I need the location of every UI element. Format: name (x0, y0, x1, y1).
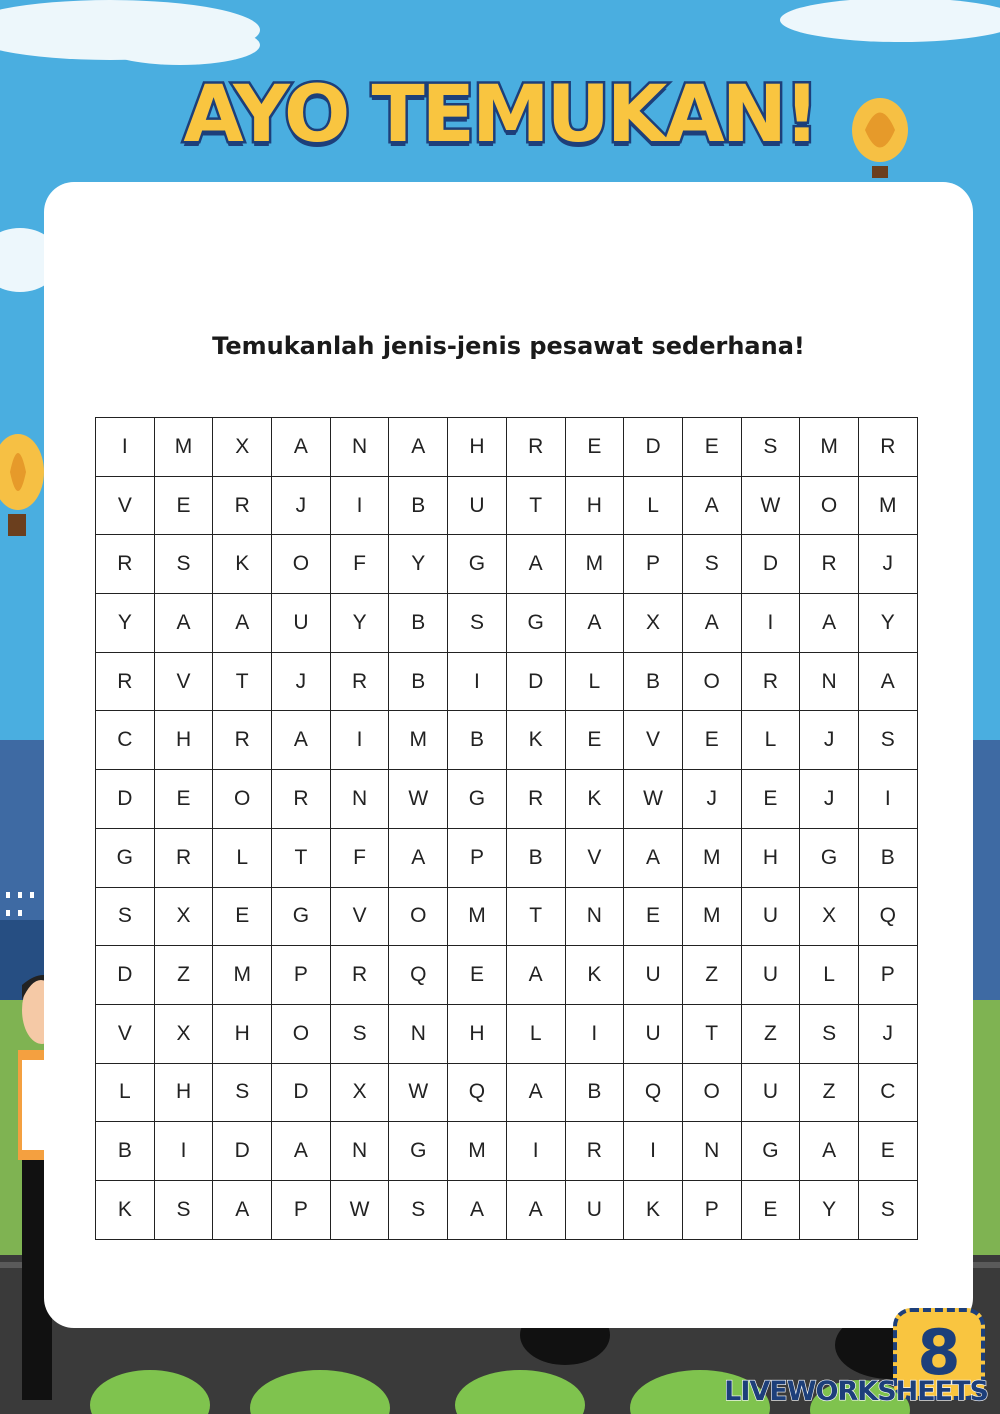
grid-cell[interactable]: W (389, 770, 448, 829)
grid-cell[interactable]: T (213, 652, 272, 711)
grid-cell[interactable]: H (154, 711, 213, 770)
grid-cell[interactable]: S (682, 535, 741, 594)
grid-cell[interactable]: K (506, 711, 565, 770)
grid-cell[interactable]: T (682, 1004, 741, 1063)
grid-cell[interactable]: D (213, 1122, 272, 1181)
grid-cell[interactable]: N (389, 1004, 448, 1063)
worksheet-card (44, 182, 973, 1328)
grid-cell[interactable]: R (330, 946, 389, 1005)
grid-cell[interactable]: E (741, 1180, 800, 1239)
grid-cell[interactable]: N (330, 418, 389, 477)
grid-cell[interactable]: N (565, 887, 624, 946)
grid-cell[interactable]: E (154, 770, 213, 829)
grid-cell[interactable]: Y (330, 594, 389, 653)
grid-cell[interactable]: M (448, 1122, 507, 1181)
grid-cell[interactable]: E (624, 887, 683, 946)
grid-cell[interactable]: R (506, 418, 565, 477)
grid-cell[interactable]: R (213, 476, 272, 535)
grid-cell[interactable]: Y (389, 535, 448, 594)
grid-cell[interactable]: N (330, 1122, 389, 1181)
grid-cell[interactable]: M (154, 418, 213, 477)
grid-cell[interactable]: B (506, 828, 565, 887)
grid-cell[interactable]: J (858, 1004, 917, 1063)
grid-cell[interactable]: J (800, 711, 859, 770)
grid-row (96, 476, 918, 535)
grid-cell[interactable]: S (389, 1180, 448, 1239)
grid-row (96, 770, 918, 829)
grid-cell[interactable]: J (800, 770, 859, 829)
grid-cell[interactable]: P (272, 946, 331, 1005)
grid-cell[interactable]: R (858, 418, 917, 477)
grid-cell[interactable]: X (330, 1063, 389, 1122)
grid-cell[interactable]: I (741, 594, 800, 653)
grid-cell[interactable]: M (213, 946, 272, 1005)
grid-cell[interactable]: J (858, 535, 917, 594)
grid-cell[interactable]: D (272, 1063, 331, 1122)
grid-row (96, 535, 918, 594)
grid-cell[interactable]: A (389, 828, 448, 887)
grid-cell[interactable]: Q (858, 887, 917, 946)
grid-cell[interactable]: E (154, 476, 213, 535)
grid-cell[interactable]: R (506, 770, 565, 829)
grid-cell[interactable]: I (330, 476, 389, 535)
grid-cell[interactable]: E (858, 1122, 917, 1181)
brand-logo: LIVEWORKSHEETS (724, 1376, 988, 1407)
grid-row (96, 1063, 918, 1122)
grid-cell[interactable]: G (389, 1122, 448, 1181)
grid-cell[interactable]: J (272, 652, 331, 711)
grid-cell[interactable]: A (272, 1122, 331, 1181)
grid-cell[interactable]: G (96, 828, 155, 887)
grid-cell[interactable]: V (96, 476, 155, 535)
grid-cell[interactable]: S (96, 887, 155, 946)
grid-cell[interactable]: T (272, 828, 331, 887)
grid-row (96, 1004, 918, 1063)
grid-cell[interactable]: F (330, 828, 389, 887)
grid-cell[interactable]: L (800, 946, 859, 1005)
grid-row (96, 1180, 918, 1239)
grid-cell[interactable]: A (272, 418, 331, 477)
grid-cell[interactable]: A (448, 1180, 507, 1239)
grid-cell[interactable]: I (96, 418, 155, 477)
grid-cell[interactable]: A (154, 594, 213, 653)
grid-cell[interactable]: T (506, 887, 565, 946)
grid-cell[interactable]: Q (448, 1063, 507, 1122)
grid-cell[interactable]: I (858, 770, 917, 829)
grid-cell[interactable]: Q (624, 1063, 683, 1122)
grid-cell[interactable]: R (330, 652, 389, 711)
grid-cell[interactable]: A (506, 946, 565, 1005)
grid-cell[interactable]: A (565, 594, 624, 653)
grid-cell[interactable]: C (858, 1063, 917, 1122)
grid-cell[interactable]: J (272, 476, 331, 535)
grid-cell[interactable]: H (448, 1004, 507, 1063)
grid-cell[interactable]: S (213, 1063, 272, 1122)
grid-cell[interactable]: K (96, 1180, 155, 1239)
grid-cell[interactable]: Y (800, 1180, 859, 1239)
grid-row (96, 1122, 918, 1181)
grid-cell[interactable]: R (565, 1122, 624, 1181)
grid-cell[interactable]: B (565, 1063, 624, 1122)
grid-row (96, 946, 918, 1005)
grid-cell[interactable]: M (565, 535, 624, 594)
grid-cell[interactable]: J (682, 770, 741, 829)
grid-cell[interactable]: H (741, 828, 800, 887)
grid-cell[interactable]: O (272, 535, 331, 594)
grid-cell[interactable]: L (624, 476, 683, 535)
grid-cell[interactable]: O (682, 652, 741, 711)
grid-cell[interactable]: I (506, 1122, 565, 1181)
grid-cell[interactable]: I (624, 1122, 683, 1181)
grid-row (96, 594, 918, 653)
grid-cell[interactable]: U (272, 594, 331, 653)
grid-cell[interactable]: A (506, 1180, 565, 1239)
grid-cell[interactable]: H (154, 1063, 213, 1122)
grid-cell[interactable]: W (741, 476, 800, 535)
grid-cell[interactable]: L (565, 652, 624, 711)
grid-cell[interactable]: U (565, 1180, 624, 1239)
grid-cell[interactable]: K (624, 1180, 683, 1239)
grid-cell[interactable]: D (624, 418, 683, 477)
grid-cell[interactable]: G (448, 770, 507, 829)
grid-cell[interactable]: P (624, 535, 683, 594)
grid-cell[interactable]: O (682, 1063, 741, 1122)
grid-cell[interactable]: K (213, 535, 272, 594)
grid-cell[interactable]: R (213, 711, 272, 770)
grid-cell[interactable]: A (506, 535, 565, 594)
grid-cell[interactable]: I (330, 711, 389, 770)
grid-row (96, 711, 918, 770)
grid-cell[interactable]: A (213, 1180, 272, 1239)
grid-cell[interactable]: U (741, 887, 800, 946)
grid-cell[interactable]: E (448, 946, 507, 1005)
grid-cell[interactable]: H (213, 1004, 272, 1063)
grid-cell[interactable]: E (213, 887, 272, 946)
grid-cell[interactable]: O (272, 1004, 331, 1063)
grid-cell[interactable]: S (858, 1180, 917, 1239)
grid-cell[interactable]: W (389, 1063, 448, 1122)
grid-cell[interactable]: E (565, 418, 624, 477)
grid-row (96, 418, 918, 477)
page-number-badge: 8 (893, 1308, 985, 1400)
grid-cell[interactable]: V (624, 711, 683, 770)
grid-cell[interactable]: A (858, 652, 917, 711)
instruction-text: Temukanlah jenis-jenis pesawat sederhana! (212, 332, 805, 360)
grid-cell[interactable]: D (741, 535, 800, 594)
grid-cell[interactable]: B (389, 476, 448, 535)
grid-cell[interactable]: C (96, 711, 155, 770)
grid-cell[interactable]: G (741, 1122, 800, 1181)
grid-cell[interactable]: P (858, 946, 917, 1005)
grid-cell[interactable]: N (682, 1122, 741, 1181)
grid-cell[interactable]: T (506, 476, 565, 535)
grid-cell[interactable]: D (96, 770, 155, 829)
grid-cell[interactable]: H (565, 476, 624, 535)
grid-cell[interactable]: Z (741, 1004, 800, 1063)
grid-cell[interactable]: A (682, 476, 741, 535)
grid-cell[interactable]: G (272, 887, 331, 946)
grid-cell[interactable]: R (96, 652, 155, 711)
grid-cell[interactable]: R (96, 535, 155, 594)
grid-cell[interactable]: B (858, 828, 917, 887)
grid-cell[interactable]: B (96, 1122, 155, 1181)
grid-cell[interactable]: U (448, 476, 507, 535)
grid-cell[interactable]: S (154, 1180, 213, 1239)
grid-cell[interactable]: U (741, 946, 800, 1005)
grid-cell[interactable]: L (213, 828, 272, 887)
grid-cell[interactable]: D (506, 652, 565, 711)
grid-cell[interactable]: I (448, 652, 507, 711)
grid-cell[interactable]: S (448, 594, 507, 653)
grid-cell[interactable]: S (330, 1004, 389, 1063)
grid-cell[interactable]: S (741, 418, 800, 477)
grid-cell[interactable]: Y (96, 594, 155, 653)
grid-cell[interactable]: E (682, 711, 741, 770)
grid-cell[interactable]: M (682, 828, 741, 887)
grid-cell[interactable]: L (96, 1063, 155, 1122)
grid-cell[interactable]: H (448, 418, 507, 477)
grid-cell[interactable]: R (800, 535, 859, 594)
grid-cell[interactable]: K (565, 770, 624, 829)
grid-cell[interactable]: A (506, 1063, 565, 1122)
grid-cell[interactable]: V (96, 1004, 155, 1063)
grid-cell[interactable]: I (565, 1004, 624, 1063)
grid-cell[interactable]: M (389, 711, 448, 770)
grid-cell[interactable]: V (565, 828, 624, 887)
grid-cell[interactable]: Y (858, 594, 917, 653)
grid-cell[interactable]: M (800, 418, 859, 477)
grid-cell[interactable]: X (154, 887, 213, 946)
grid-cell[interactable]: X (213, 418, 272, 477)
grid-cell[interactable]: M (448, 887, 507, 946)
grid-cell[interactable]: U (741, 1063, 800, 1122)
grid-cell[interactable]: N (800, 652, 859, 711)
grid-cell[interactable]: R (272, 770, 331, 829)
grid-cell[interactable]: E (741, 770, 800, 829)
grid-cell[interactable]: R (741, 652, 800, 711)
grid-cell[interactable]: O (389, 887, 448, 946)
grid-cell[interactable]: P (682, 1180, 741, 1239)
grid-cell[interactable]: B (389, 594, 448, 653)
grid-cell[interactable]: W (624, 770, 683, 829)
grid-cell[interactable]: A (272, 711, 331, 770)
grid-cell[interactable]: A (213, 594, 272, 653)
grid-cell[interactable]: U (624, 946, 683, 1005)
grid-cell[interactable]: A (624, 828, 683, 887)
page-title: AYO TEMUKAN! (183, 70, 817, 160)
grid-row (96, 828, 918, 887)
grid-cell[interactable]: A (389, 418, 448, 477)
grid-cell[interactable]: O (213, 770, 272, 829)
grid-cell[interactable]: W (330, 1180, 389, 1239)
grid-cell[interactable]: X (624, 594, 683, 653)
grid-cell[interactable]: N (330, 770, 389, 829)
grid-cell[interactable]: B (389, 652, 448, 711)
grid-cell[interactable]: Z (800, 1063, 859, 1122)
grid-cell[interactable]: S (858, 711, 917, 770)
grid-cell[interactable]: D (96, 946, 155, 1005)
grid-cell[interactable]: G (800, 828, 859, 887)
grid-cell[interactable]: Z (682, 946, 741, 1005)
grid-cell[interactable]: B (448, 711, 507, 770)
grid-cell[interactable]: G (506, 594, 565, 653)
word-search-grid (95, 417, 918, 1240)
grid-cell[interactable]: Z (154, 946, 213, 1005)
grid-row (96, 652, 918, 711)
grid-cell[interactable]: P (272, 1180, 331, 1239)
grid-cell[interactable]: U (624, 1004, 683, 1063)
grid-cell[interactable]: A (800, 1122, 859, 1181)
grid-cell[interactable]: L (741, 711, 800, 770)
grid-row (96, 887, 918, 946)
grid-cell[interactable]: K (565, 946, 624, 1005)
grid-cell[interactable]: A (682, 594, 741, 653)
grid-cell[interactable]: O (800, 476, 859, 535)
grid-cell[interactable]: R (154, 828, 213, 887)
grid-cell[interactable]: X (800, 887, 859, 946)
grid-cell[interactable]: E (682, 418, 741, 477)
grid-cell[interactable]: V (154, 652, 213, 711)
grid-cell[interactable]: S (154, 535, 213, 594)
grid-cell[interactable]: E (565, 711, 624, 770)
grid-cell[interactable]: M (682, 887, 741, 946)
grid-cell[interactable]: S (800, 1004, 859, 1063)
grid-cell[interactable]: M (858, 476, 917, 535)
grid-cell[interactable]: I (154, 1122, 213, 1181)
grid-cell[interactable]: G (448, 535, 507, 594)
grid-cell[interactable]: A (800, 594, 859, 653)
grid-cell[interactable]: L (506, 1004, 565, 1063)
grid-cell[interactable]: B (624, 652, 683, 711)
grid-cell[interactable]: Q (389, 946, 448, 1005)
grid-cell[interactable]: P (448, 828, 507, 887)
grid-cell[interactable]: X (154, 1004, 213, 1063)
grid-cell[interactable]: F (330, 535, 389, 594)
grid-cell[interactable]: V (330, 887, 389, 946)
